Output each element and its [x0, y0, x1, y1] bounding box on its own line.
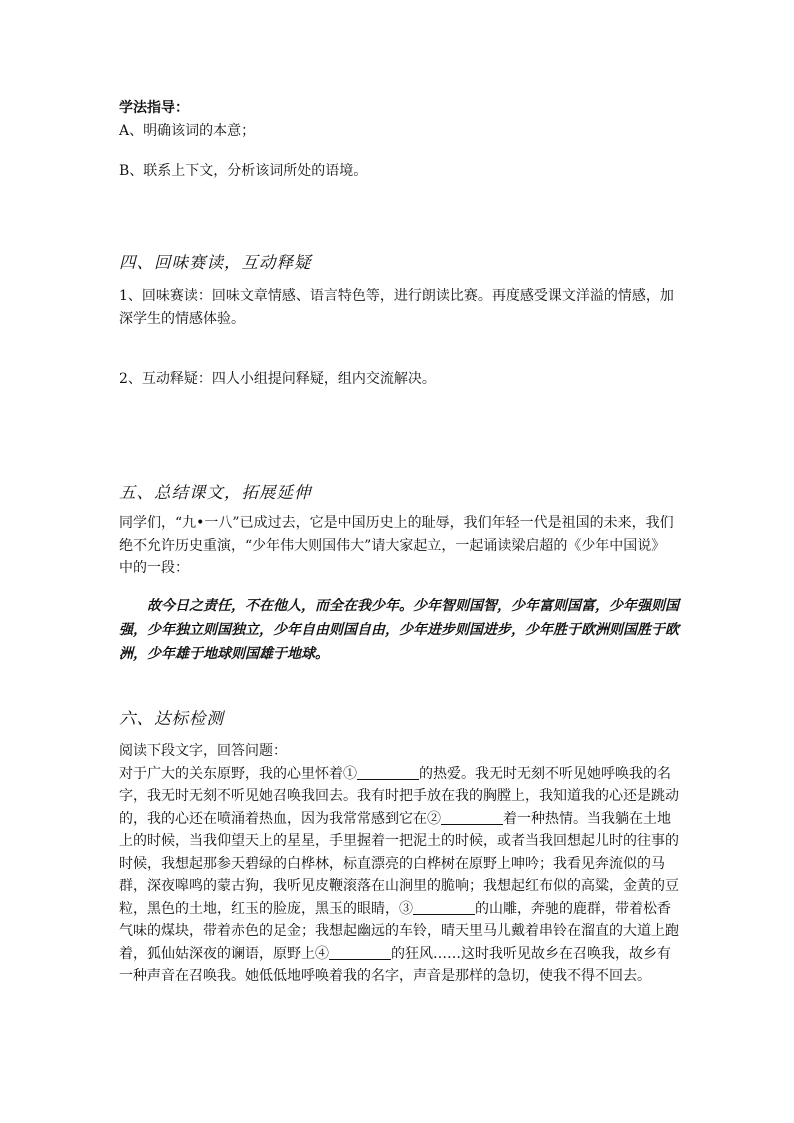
blank-3[interactable]: [413, 900, 475, 915]
passage-seg-3: 着一种热情。当我躺在土地上的时候，当我仰望天上的星星，手里握着一把泥土的时候，或者当我回想起儿时的往事的时候，我想起那参天碧绿的白桦林，标直漂亮的白桦树在原野上呻吟；我看见奔流似的马群，深夜嗥鸣的蒙古狗，我听见皮鞭滚落在山涧里的脆响；我想起红布似的高粱，金黄的豆粒，黑色的土地，红玉的脸庞，黑玉的眼睛，③: [119, 810, 679, 917]
section-4-p1-wrap: [119, 285, 679, 330]
section-6-body: [119, 740, 679, 988]
passage-seg-5: 的狂风……这时我听见故乡在召唤我，故乡有一种声音在召唤我。她低低地呼唤着我的名字，声音是那样的急切，使我不得不回去。: [119, 945, 671, 984]
guide-title: 学法指导：: [119, 100, 189, 116]
section-4: [119, 252, 679, 275]
section-6-heading: 六、达标检测: [119, 709, 224, 728]
section-4-heading: 四、回味赛读，互动释疑: [119, 253, 312, 272]
guide-item-b-wrap: [119, 160, 679, 183]
section-4-paragraph-2: 2、互动释疑：四人小组提问释疑，组内交流解决。: [119, 371, 436, 387]
guide-item-b: B、联系上下文，分析该词所处的语境。: [119, 163, 368, 179]
section-5-paragraph-1: 同学们，“九•一八”已成过去，它是中国历史上的耻辱，我们年轻一代是祖国的未来，我们绝不允许历史重演，“少年伟大则国伟大”请大家起立，一起诵读梁启超的《少年中国说》中的一段：: [119, 515, 674, 576]
guide-item-a: A、明确该词的本意；: [119, 122, 256, 139]
section-4-paragraph-1: 1、回味赛读：回味文章情感、语言特色等，进行朗读比赛。再度感受课文洋溢的情感，加深学生的情感体验。: [119, 288, 674, 327]
study-method-guide: [119, 97, 679, 142]
passage-seg-4: 的山雕，奔驰的鹿群，带着松香气味的煤块，带着赤色的足金；我想起幽远的车铃，晴天里马儿戴着串铃在溜直的大道上跑着，狐仙姑深夜的谰语，原野上④: [119, 900, 679, 962]
passage-seg-2: 的热爱。我无时无刻不听见她呼唤我的名字，我无时无刻不听见她召唤我回去。我有时把手放在我的胸膛上，我知道我的心还是跳动的，我的心还在喷涌着热血，因为我常常感到它在②: [119, 765, 679, 827]
blank-2[interactable]: [441, 810, 503, 825]
section-5: [119, 482, 679, 505]
shaonian-zhongguo-quote: 故今日之责任，不在他人，而全在我少年。少年智则国智，少年富则国富，少年强则国强，少年独立则国独立，少年自由则国自由，少年进步则国进步，少年胜于欧洲则国胜于欧洲，少年雄于地球则国雄于地球。: [119, 598, 679, 662]
blank-1[interactable]: [357, 765, 419, 780]
section-5-quote-wrap: [119, 594, 679, 666]
blank-4[interactable]: [329, 945, 391, 960]
section-5-p1-wrap: [119, 512, 679, 580]
section-6: [119, 708, 679, 731]
reading-passage: [119, 763, 679, 988]
section-4-p2-wrap: [119, 368, 679, 391]
passage-seg-1: 对于广大的关东原野，我的心里怀着①: [119, 765, 357, 782]
section-6-intro: 阅读下段文字，回答问题：: [119, 743, 287, 759]
section-5-heading: 五、总结课文，拓展延伸: [119, 483, 312, 502]
